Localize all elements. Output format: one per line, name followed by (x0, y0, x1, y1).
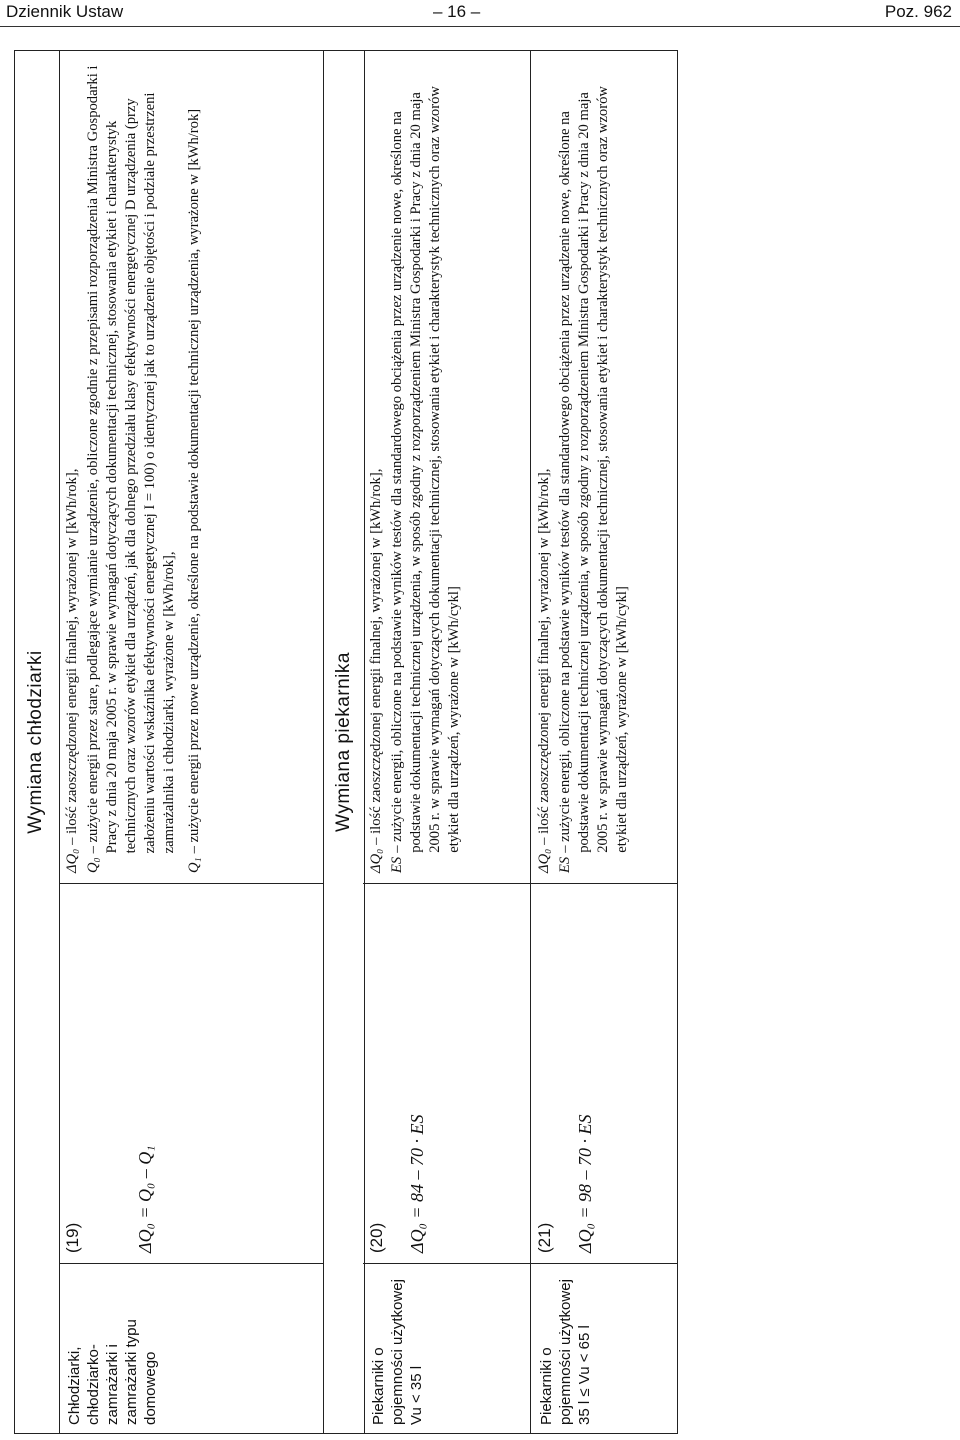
definition-text: – zużycie energii przez stare, podlegające wymianie urządzenie, obliczone zgodnie z przepisami rozporządzenia Ministra Gospodarki i Pracy z dnia 20 maja 2005 r. w sprawie wymagań dotyczących dokumentacji technicznej, stosowania etykiet i charakterystyk technicznych oraz wzorów etykiet dla urządzeń, jak dla dolnego przedziału klasy efektywności energetycznej D urządzenia (przy założeniu wartości wskaźnika efektywności energetycznej I = 100) o identycznej jak to urządzenie objętości i podziale przestrzeni zamrażalnika i chłodziarki, wyrażone w [kWh/rok], (85, 65, 177, 854)
definition (535, 61, 554, 873)
definition-text: – zużycie energii, obliczone na podstawie wyników testów dla standardowego obciążenia przez urządzenie nowe, określone na podstawie dokumentacji technicznej urządzenia, w sposób zgodny z rozporządzeniem Ministra Gospodarki i Pracy z dnia 20 maja 2005 r. w sprawie wymagań dotyczących dokumentacji technicznej, stosowania etykiet i charakterystyk technicznych oraz wzorów etykiet dla urządzeń, wyrażone w [kWh/cykl] (557, 86, 630, 853)
formula-number: (21) (535, 1222, 554, 1253)
rotated-page (0, 50, 680, 1440)
section-title-oven: Wymiana piekarnika (323, 51, 365, 1433)
definition-symbol: ΔQ₀ (64, 848, 80, 873)
formula: ΔQ₀ = 98 – 70 · ES (575, 1114, 595, 1253)
definitions-cell (531, 51, 677, 883)
definition-symbol: ΔQ₀ (368, 848, 384, 873)
definition-symbol: ES (389, 856, 405, 873)
formula: ΔQ₀ = 84 – 70 · ES (407, 1114, 427, 1253)
definitions-cell (363, 51, 530, 883)
formula-number: (19) (63, 1222, 82, 1253)
definition-symbol: ΔQ₀ (536, 848, 552, 873)
definition (63, 61, 82, 873)
page-number: – 16 – (433, 2, 481, 21)
formula-cell (59, 883, 323, 1263)
definition (84, 61, 179, 873)
position-number: Poz. 962 (884, 2, 952, 21)
section-title-fridge: Wymiana chłodziarki (15, 51, 60, 1433)
definition (185, 61, 204, 873)
definition-text: – zużycie energii, obliczone na podstawie wyników testów dla standardowego obciążenia przez urządzenie nowe, określone na podstawie dokumentacji technicznej urządzenia, w sposób zgodny z rozporządzeniem Ministra Gospodarki i Pracy z dnia 20 maja 2005 r. w sprawie wymagań dotyczących dokumentacji technicznej, stosowania etykiet i charakterystyk technicznych oraz wzorów etykiet dla urządzeń, wyrażone w [kWh/cykl] (389, 86, 462, 853)
definition-symbol: ES (557, 856, 573, 873)
definition-text: – ilość zaoszczędzonej energii finalnej, wyrażonej w [kWh/rok], (368, 468, 384, 845)
regulation-table (14, 50, 678, 1434)
definition-symbol: Q₀ (85, 857, 101, 873)
device-cell: Piekarniki o pojemności użytkowej Vu < 35 l (363, 1263, 530, 1433)
page-header (0, 0, 960, 27)
table-row (363, 51, 531, 1433)
formula-number: (20) (367, 1222, 386, 1253)
device-cell: Piekarniki o pojemności użytkowej 35 l ≤ Vu < 65 l (531, 1263, 677, 1433)
definition (367, 61, 386, 873)
definitions-cell (59, 51, 323, 883)
formula-cell (531, 883, 677, 1263)
device-cell: Chłodziarki, chłodziarko-zamrażarki i zamrażarki typu domowego (59, 1263, 323, 1433)
formula-cell (363, 883, 530, 1263)
formula: ΔQ₀ = Q₀ – Q₁ (135, 1145, 155, 1253)
definition-symbol: Q₁ (186, 857, 202, 873)
definition-text: – ilość zaoszczędzonej energii finalnej, wyrażonej w [kWh/rok], (536, 468, 552, 845)
definition-text: – ilość zaoszczędzonej energii finalnej, wyrażonej w [kWh/rok], (64, 468, 80, 845)
table-row (59, 51, 323, 1433)
definition-text: – zużycie energii przez nowe urządzenie, określone na podstawie dokumentacji technicznej urządzenia, wyrażone w [kWh/rok] (186, 108, 202, 854)
definition (556, 61, 632, 873)
journal-title: Dziennik Ustaw (6, 2, 124, 21)
definition (388, 61, 464, 873)
table-row (531, 51, 677, 1433)
